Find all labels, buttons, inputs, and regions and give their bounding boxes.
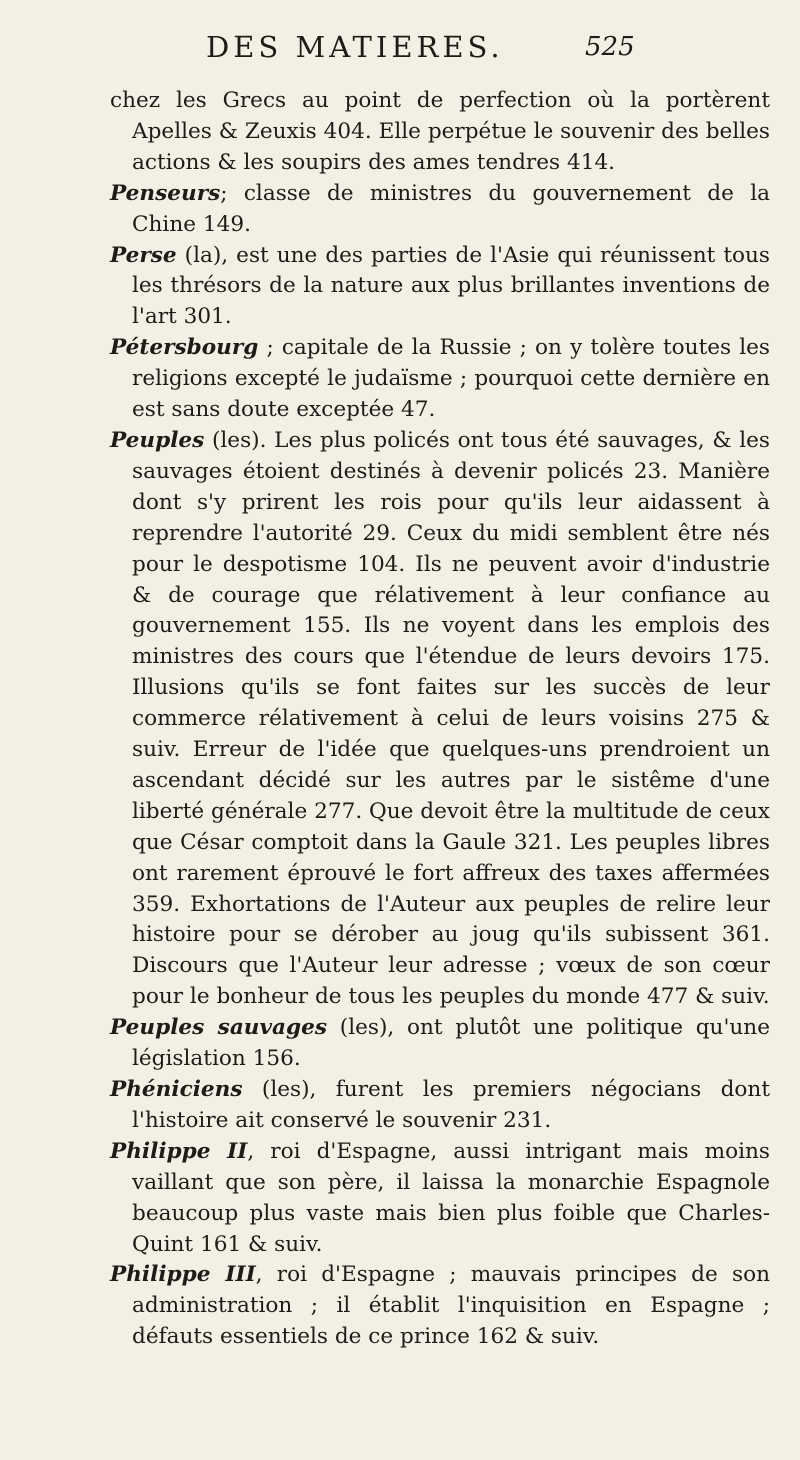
entry-text: ; capitale de la Russie ; on y tolère toutes les religions excepté le judaïsme ; pourquoi cette dernière en est sans doute exceptée 47.	[132, 335, 770, 423]
index-entry-petersbourg	[110, 333, 770, 426]
entry-term: Philippe II	[110, 1138, 248, 1164]
entry-text: ; classe de ministres du gouvernement de la Chine 149.	[132, 180, 770, 237]
entry-text: (la), est une des parties de l'Asie qui réunissent tous les thrésors de la nature aux plus brillantes inventions de l'art 301.	[132, 242, 770, 330]
index-entry-penseurs	[110, 179, 770, 241]
entry-text: , roi d'Espagne, aussi intrigant mais moins vaillant que son père, il laissa la monarchie Espagnole beaucoup plus vaste mais bien plus foible que Charles-Quint 161 & suiv.	[132, 1138, 771, 1257]
entry-term: Pétersbourg	[110, 335, 259, 361]
entry-text: (les). Les plus policés ont tous été sauvages, & les sauvages étoient destinés à devenir policés 23. Manière dont s'y prirent les rois pour qu'ils leur aidassent à reprendre l'autorité 29. Ceux du midi semblent être nés pour le despotisme 104. Ils ne peuvent avoir d'industrie & de courage que rélativement à leur confiance au gouvernement 155. Ils ne voyent dans les emplois des ministres des cours que l'étendue de leurs devoirs 175. Illusions qu'ils se font faites sur les succès de leur commerce rélativement à celui de leurs voisins 275 & suiv. Erreur de l'idée que quelques-uns prendroient un ascendant décidé sur les autres par le sistême d'une liberté générale 277. Que devoit être la multitude de ceux que César comptoit dans la Gaule 321. Les peuples libres ont rarement éprouvé le fort affreux des taxes affermées 359. Exhortations de l'Auteur aux peuples de relire leur histoire pour se dérober au joug qu'ils subissent 361. Discours que l'Auteur leur adresse ; vœux de son cœur pour le bonheur de tous les peuples du monde 477 & suiv.	[132, 427, 770, 1010]
entry-term: Phéniciens	[110, 1077, 243, 1102]
page-number: 525	[585, 32, 635, 62]
index-entry-philippe-ii	[110, 1137, 770, 1261]
index-entries	[110, 86, 770, 1353]
index-entry-continuation	[110, 86, 770, 179]
index-entry-philippe-iii	[110, 1260, 770, 1353]
entry-term: Perse	[110, 242, 177, 268]
entry-text: (les), ont plutôt une politique qu'une législation 156.	[132, 1015, 770, 1072]
entry-text: (les), furent les premiers négocians dont l'histoire ait conservé le souvenir 231.	[132, 1077, 770, 1133]
entry-term: Philippe III	[110, 1262, 256, 1288]
entry-text: , roi d'Espagne ; mauvais principes de son administration ; il établit l'inquisition en Espagne ; défauts essentiels de ce prince 162 & suiv.	[132, 1262, 770, 1350]
entry-term: Peuples	[110, 427, 205, 453]
entry-text: chez les Grecs au point de perfection où la portèrent Apelles & Zeuxis 404. Elle perpétue le souvenir des belles actions & les soupirs des ames tendres 414.	[110, 88, 770, 175]
running-head: DES MATIERES.	[206, 30, 504, 64]
index-entry-peuples	[110, 426, 770, 1013]
entry-term: Peuples sauvages	[110, 1015, 328, 1041]
index-entry-pheniciens	[110, 1075, 770, 1137]
page-header	[120, 30, 760, 80]
entry-term: Penseurs	[110, 180, 221, 206]
index-entry-peuples-sauvages	[110, 1013, 770, 1075]
index-entry-perse	[110, 241, 770, 334]
